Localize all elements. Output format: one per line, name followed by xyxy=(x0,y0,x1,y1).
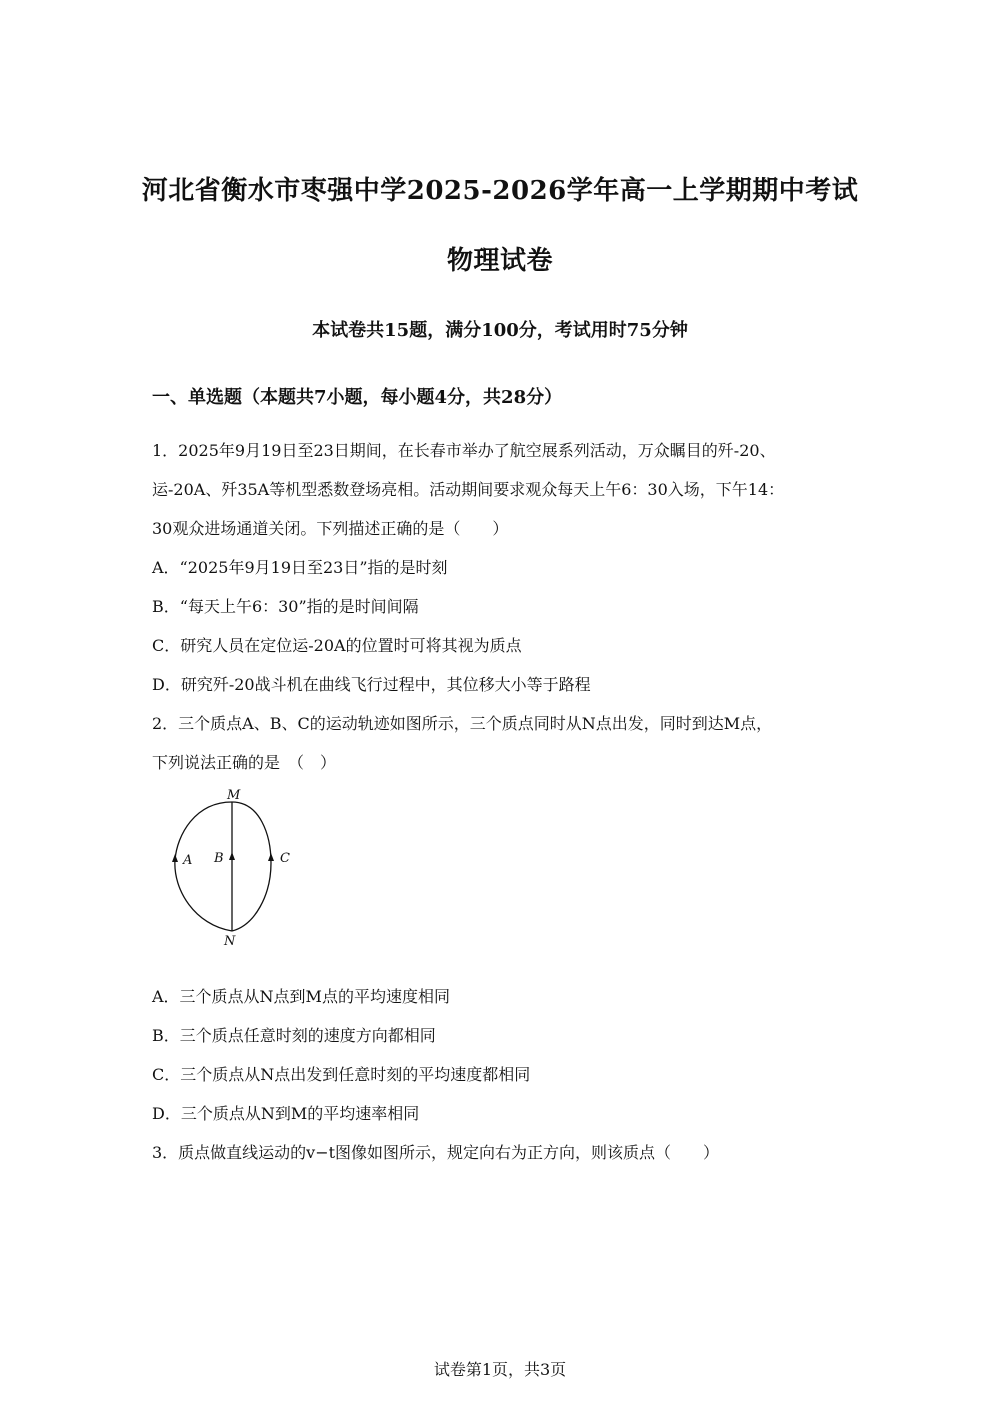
q2-option-b: B．三个质点任意时刻的速度方向都相同 xyxy=(152,1026,436,1045)
q2-option-c: C．三个质点从N点出发到任意时刻的平均速度都相同 xyxy=(152,1065,531,1084)
label-b: B xyxy=(214,851,224,866)
q2-option-d: D．三个质点从N到M的平均速率相同 xyxy=(152,1104,420,1123)
arrow-c-icon xyxy=(268,853,274,861)
label-m: M xyxy=(227,788,241,803)
q1-stem-line: 30观众进场通道关闭。下列描述正确的是（ ） xyxy=(152,519,509,538)
exam-title: 河北省衡水市枣强中学2025-2026学年高一上学期期中考试 xyxy=(141,176,859,206)
arrow-b-icon xyxy=(229,852,235,860)
q1-stem-line: 1．2025年9月19日至23日期间，在长春市举办了航空展系列活动，万众瞩目的歼-20、 xyxy=(152,441,776,460)
label-n: N xyxy=(224,934,236,949)
exam-subject: 物理试卷 xyxy=(446,246,553,276)
q1-option-b: B．“每天上午6：30”指的是时间间隔 xyxy=(152,597,419,616)
q2-stem-line: 下列说法正确的是 （ ） xyxy=(152,753,337,772)
label-c: C xyxy=(280,851,290,866)
q2-option-a: A．三个质点从N点到M点的平均速度相同 xyxy=(152,987,450,1006)
trajectory-diagram xyxy=(165,785,305,950)
q1-option-d: D．研究歼-20战斗机在曲线飞行过程中，其位移大小等于路程 xyxy=(152,675,591,694)
q1-option-a: A．“2025年9月19日至23日”指的是时刻 xyxy=(152,558,448,577)
section-heading: 一、单选题（本题共7小题，每小题4分，共28分） xyxy=(152,387,563,408)
label-a: A xyxy=(183,853,193,868)
page-footer: 试卷第1页，共3页 xyxy=(433,1360,567,1379)
exam-info: 本试卷共15题，满分100分，考试用时75分钟 xyxy=(312,320,688,341)
q1-option-c: C．研究人员在定位运-20A的位置时可将其视为质点 xyxy=(152,636,522,655)
q2-stem-line: 2．三个质点A、B、C的运动轨迹如图所示，三个质点同时从N点出发，同时到达M点， xyxy=(152,714,773,733)
arrow-a-icon xyxy=(172,854,178,862)
path-c xyxy=(232,802,271,931)
question-3-stem: 3．质点做直线运动的v−t图像如图所示，规定向右为正方向，则该质点（ ） xyxy=(152,1143,720,1162)
q1-stem-line: 运-20A、歼35A等机型悉数登场亮相。活动期间要求观众每天上午6：30入场，下午14： xyxy=(152,480,785,499)
